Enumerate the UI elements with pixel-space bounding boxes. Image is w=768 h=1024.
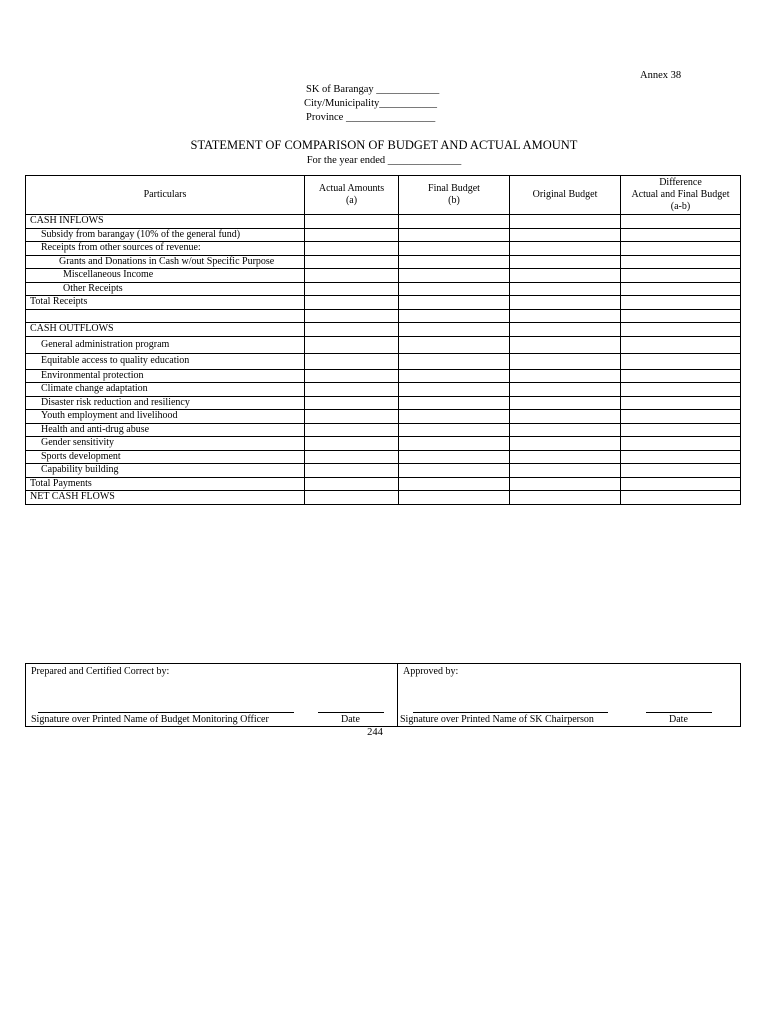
cell-final[interactable] xyxy=(399,464,510,478)
cell-original[interactable] xyxy=(510,353,621,369)
cell-actual[interactable] xyxy=(305,450,399,464)
cell-final[interactable] xyxy=(399,215,510,229)
row-label: Other Receipts xyxy=(26,282,305,296)
cell-difference[interactable] xyxy=(621,296,741,310)
cell-actual[interactable] xyxy=(305,477,399,491)
approved-by-cell xyxy=(398,664,741,727)
prepared-date-caption: Date xyxy=(341,714,360,725)
row-label xyxy=(26,309,305,323)
page-number: 244 xyxy=(367,727,383,738)
cell-difference[interactable] xyxy=(621,437,741,451)
row-label: Disaster risk reduction and resiliency xyxy=(26,396,305,410)
cell-actual[interactable] xyxy=(305,323,399,337)
cell-final[interactable] xyxy=(399,450,510,464)
table-row xyxy=(26,296,741,310)
row-label: Miscellaneous Income xyxy=(26,269,305,283)
prepared-by-cell xyxy=(26,664,398,727)
cell-final[interactable] xyxy=(399,255,510,269)
particulars-header: Particulars xyxy=(26,176,305,215)
cell-difference[interactable] xyxy=(621,369,741,383)
cell-difference[interactable] xyxy=(621,215,741,229)
cell-final[interactable] xyxy=(399,336,510,353)
cell-difference[interactable] xyxy=(621,383,741,397)
row-label: Equitable access to quality education xyxy=(26,353,305,369)
cell-actual[interactable] xyxy=(305,296,399,310)
cell-actual[interactable] xyxy=(305,410,399,424)
table-row xyxy=(26,464,741,478)
cell-original[interactable] xyxy=(510,336,621,353)
cell-original[interactable] xyxy=(510,282,621,296)
cell-original[interactable] xyxy=(510,309,621,323)
cell-final[interactable] xyxy=(399,323,510,337)
signature-block xyxy=(25,663,741,727)
cell-difference[interactable] xyxy=(621,228,741,242)
table-row xyxy=(26,282,741,296)
row-label: Youth employment and livelihood xyxy=(26,410,305,424)
row-label: NET CASH FLOWS xyxy=(26,491,305,505)
cell-difference[interactable] xyxy=(621,309,741,323)
cell-original[interactable] xyxy=(510,269,621,283)
cell-original[interactable] xyxy=(510,491,621,505)
year-ended-line: For the year ended ______________ xyxy=(306,155,462,166)
cell-original[interactable] xyxy=(510,410,621,424)
row-label: Total Payments xyxy=(26,477,305,491)
cell-original[interactable] xyxy=(510,255,621,269)
barangay-line: SK of Barangay ____________ xyxy=(306,84,440,95)
difference-code: (a-b) xyxy=(670,201,691,212)
cell-original[interactable] xyxy=(510,464,621,478)
prepared-date-line[interactable] xyxy=(318,712,384,713)
table-row xyxy=(26,336,741,353)
table-row xyxy=(26,491,741,505)
table-row xyxy=(26,383,741,397)
cell-original[interactable] xyxy=(510,215,621,229)
cell-original[interactable] xyxy=(510,228,621,242)
difference-sub-label: Actual and Final Budget xyxy=(631,189,730,200)
row-label: Total Receipts xyxy=(26,296,305,310)
cell-actual[interactable] xyxy=(305,491,399,505)
cell-actual[interactable] xyxy=(305,423,399,437)
table-row xyxy=(26,323,741,337)
budget-comparison-table xyxy=(25,175,741,505)
prepared-by-label: Prepared and Certified Correct by: xyxy=(31,666,170,677)
cell-actual[interactable] xyxy=(305,215,399,229)
cell-final[interactable] xyxy=(399,282,510,296)
cell-final[interactable] xyxy=(399,423,510,437)
cell-final[interactable] xyxy=(399,369,510,383)
approved-by-label: Approved by: xyxy=(403,666,459,677)
row-label: Gender sensitivity xyxy=(26,437,305,451)
table-row xyxy=(26,423,741,437)
cell-final[interactable] xyxy=(399,242,510,256)
budget-officer-signature-line[interactable] xyxy=(38,712,294,713)
actual-amounts-label: Actual Amounts xyxy=(318,183,385,194)
cell-original[interactable] xyxy=(510,396,621,410)
cell-final[interactable] xyxy=(399,353,510,369)
cell-difference[interactable] xyxy=(621,464,741,478)
cell-actual[interactable] xyxy=(305,282,399,296)
table-row xyxy=(26,437,741,451)
cell-final[interactable] xyxy=(399,296,510,310)
table-row xyxy=(26,242,741,256)
table-row xyxy=(26,369,741,383)
cell-original[interactable] xyxy=(510,477,621,491)
cell-difference[interactable] xyxy=(621,242,741,256)
cell-final[interactable] xyxy=(399,491,510,505)
cell-final[interactable] xyxy=(399,309,510,323)
cell-difference[interactable] xyxy=(621,423,741,437)
cell-actual[interactable] xyxy=(305,309,399,323)
table-row xyxy=(26,215,741,229)
cell-difference[interactable] xyxy=(621,353,741,369)
table-row xyxy=(26,353,741,369)
cell-original[interactable] xyxy=(510,323,621,337)
statement-title: STATEMENT OF COMPARISON OF BUDGET AND ACTUAL AMOUNT xyxy=(190,138,578,152)
cell-final[interactable] xyxy=(399,437,510,451)
cell-original[interactable] xyxy=(510,242,621,256)
cell-difference[interactable] xyxy=(621,396,741,410)
final-budget-label: Final Budget xyxy=(428,183,480,194)
cell-difference[interactable] xyxy=(621,269,741,283)
final-budget-header xyxy=(399,176,510,215)
table-header-row xyxy=(26,176,741,215)
cell-final[interactable] xyxy=(399,228,510,242)
cell-difference[interactable] xyxy=(621,323,741,337)
cell-actual[interactable] xyxy=(305,464,399,478)
row-label: Health and anti-drug abuse xyxy=(26,423,305,437)
cell-actual[interactable] xyxy=(305,228,399,242)
cell-final[interactable] xyxy=(399,383,510,397)
cell-actual[interactable] xyxy=(305,336,399,353)
cell-actual[interactable] xyxy=(305,242,399,256)
table-row xyxy=(26,450,741,464)
cell-difference[interactable] xyxy=(621,410,741,424)
row-label: Subsidy from barangay (10% of the general fund) xyxy=(26,228,305,242)
annex-label: Annex 38 xyxy=(640,70,682,81)
row-label: Climate change adaptation xyxy=(26,383,305,397)
approved-date-line[interactable] xyxy=(646,712,712,713)
table-row xyxy=(26,477,741,491)
cell-actual[interactable] xyxy=(305,269,399,283)
actual-amounts-code: (a) xyxy=(345,195,358,206)
budget-officer-caption: Signature over Printed Name of Budget Monitoring Officer xyxy=(31,714,269,725)
cell-difference[interactable] xyxy=(621,491,741,505)
chairperson-signature-line[interactable] xyxy=(413,712,608,713)
row-label: Environmental protection xyxy=(26,369,305,383)
cell-actual[interactable] xyxy=(305,369,399,383)
cell-actual[interactable] xyxy=(305,437,399,451)
cell-original[interactable] xyxy=(510,369,621,383)
final-budget-code: (b) xyxy=(448,195,460,206)
cell-final[interactable] xyxy=(399,269,510,283)
cell-difference[interactable] xyxy=(621,477,741,491)
cell-actual[interactable] xyxy=(305,255,399,269)
cell-difference[interactable] xyxy=(621,282,741,296)
cell-difference[interactable] xyxy=(621,336,741,353)
row-label: Capability building xyxy=(26,464,305,478)
difference-header xyxy=(621,176,741,215)
chairperson-caption: Signature over Printed Name of SK Chairperson xyxy=(400,714,594,725)
cell-original[interactable] xyxy=(510,296,621,310)
province-line: Province _________________ xyxy=(306,112,436,123)
approved-date-caption: Date xyxy=(669,714,688,725)
cell-actual[interactable] xyxy=(305,383,399,397)
difference-label: Difference xyxy=(659,177,702,188)
row-label: CASH INFLOWS xyxy=(26,215,305,229)
cell-original[interactable] xyxy=(510,450,621,464)
cell-difference[interactable] xyxy=(621,450,741,464)
row-label: Sports development xyxy=(26,450,305,464)
table-row xyxy=(26,309,741,323)
table-row xyxy=(26,269,741,283)
row-label: Receipts from other sources of revenue: xyxy=(26,242,305,256)
table-row xyxy=(26,396,741,410)
table-row xyxy=(26,410,741,424)
cell-actual[interactable] xyxy=(305,396,399,410)
table-row xyxy=(26,228,741,242)
actual-amounts-header xyxy=(305,176,399,215)
cell-final[interactable] xyxy=(399,477,510,491)
cell-original[interactable] xyxy=(510,383,621,397)
row-label: General administration program xyxy=(26,336,305,353)
cell-original[interactable] xyxy=(510,423,621,437)
city-municipality-line: City/Municipality___________ xyxy=(304,98,437,109)
cell-difference[interactable] xyxy=(621,255,741,269)
table-row xyxy=(26,255,741,269)
cell-actual[interactable] xyxy=(305,353,399,369)
cell-final[interactable] xyxy=(399,396,510,410)
row-label: Grants and Donations in Cash w/out Specific Purpose xyxy=(26,255,305,269)
original-budget-header: Original Budget xyxy=(510,176,621,215)
cell-final[interactable] xyxy=(399,410,510,424)
cell-original[interactable] xyxy=(510,437,621,451)
row-label: CASH OUTFLOWS xyxy=(26,323,305,337)
